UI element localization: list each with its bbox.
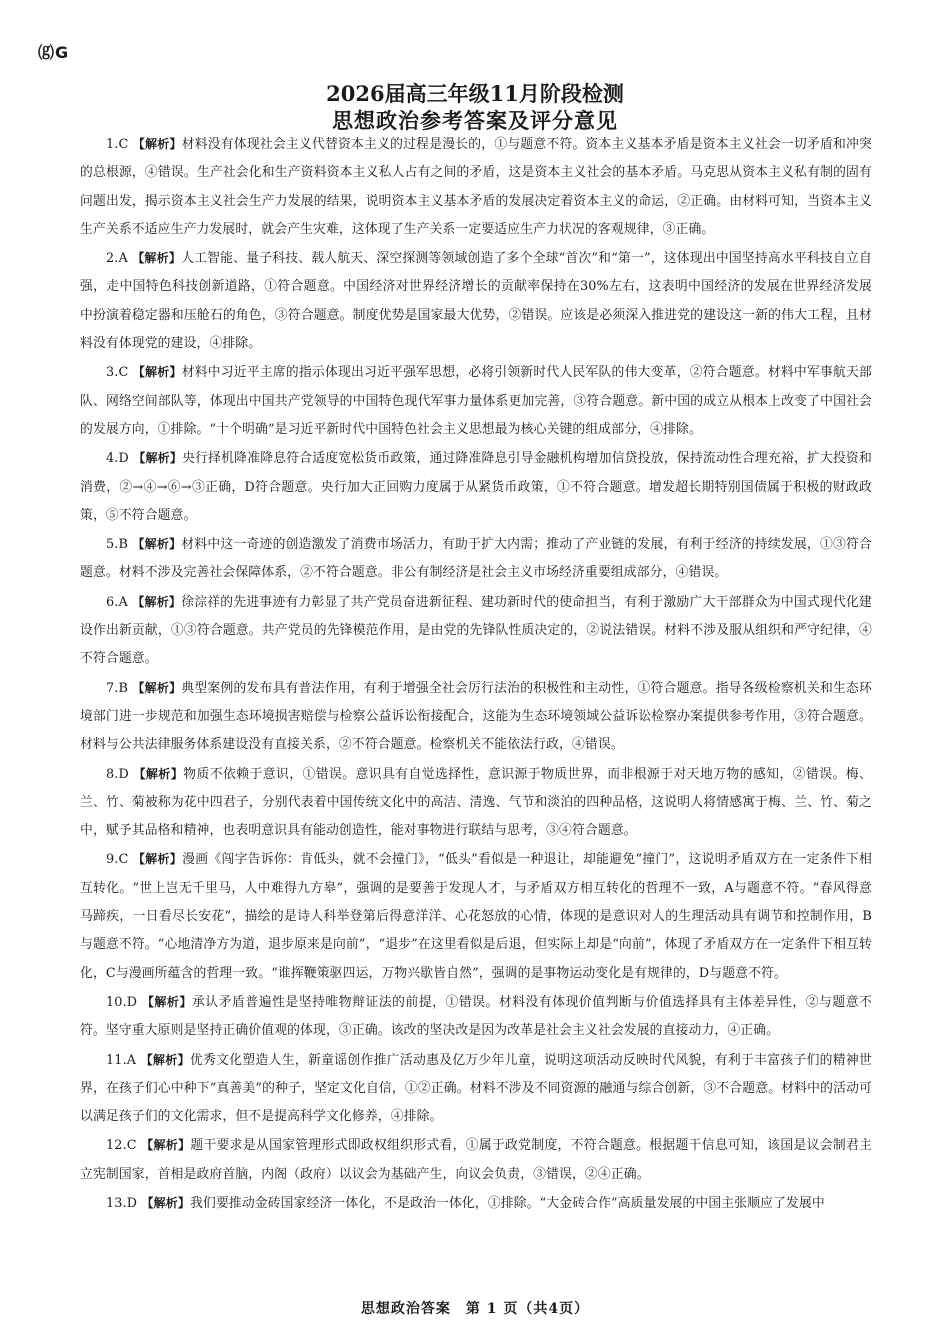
- answer-item: [80, 760, 872, 846]
- page-footer: 思想政治答案 第 1 页（共4页）: [360, 1301, 590, 1317]
- answer-number: 3.C: [106, 365, 129, 381]
- answer-number: 6.A: [106, 594, 128, 610]
- answer-item: [80, 1046, 872, 1132]
- answer-number: 12.C: [106, 1138, 137, 1154]
- answer-number: 10.D: [106, 994, 138, 1010]
- answer-item: [80, 358, 872, 444]
- answer-text: 优秀文化塑造人生，新童谣创作推广活动惠及亿万少年儿童，说明这项活动反映时代风貌，有利于丰富孩子们的精神世界，在孩子们心中种下“真善美”的种子，坚定文化自信，①②正确。材料不涉及不同资源的融通与综合创新，③不合题意。材料中的活动可以满足孩子们的文化需求，但不是提高科学文化修养，④排除。: [80, 1052, 872, 1125]
- analysis-tag: 【解析】: [132, 594, 182, 609]
- analysis-tag: 【解析】: [132, 365, 182, 380]
- answer-number: 8.D: [106, 766, 129, 782]
- analysis-tag: 【解析】: [132, 852, 183, 867]
- answer-item: [80, 988, 872, 1046]
- answer-item: [80, 444, 872, 530]
- answer-item: [80, 1189, 872, 1218]
- answer-text: 材料中这一奇迹的创造激发了消费市场活力，有助于扩大内需；推动了产业链的发展，有利于经济的持续发展，①③符合题意。材料不涉及完善社会保障体系，②不符合题意。非公有制经济是社会主义市场经济重要组成部分，④错误。: [80, 537, 873, 581]
- answer-item: [80, 1131, 872, 1189]
- analysis-tag: 【解析】: [141, 994, 193, 1009]
- answer-item: [80, 845, 872, 987]
- page-subtitle: 思想政治参考答案及评分意见: [332, 108, 618, 133]
- answer-text: 央行择机降准降息符合适度宽松货币政策，通过降准降息引导金融机构增加信贷投放，保持流动性合理充裕，扩大投资和消费，②→④→⑥→③正确，D符合题意。央行加大正回购力度属于从紧货币政策，①不符合题意。增发超长期特别国债属于积极的财政政策，⑤不符合题意。: [80, 451, 872, 523]
- analysis-tag: 【解析】: [132, 251, 182, 266]
- analysis-tag: 【解析】: [132, 137, 182, 151]
- answer-text: 承认矛盾普遍性是坚持唯物辩证法的前提，①错误。材料没有体现价值判断与价值选择具有主体差异性，②与题意不符。坚守重大原则是坚持正确价值观的体现，③正确。该改的坚决改是因为改革是社会主义社会发展的直接动力，④正确。: [80, 994, 873, 1039]
- answer-list: [80, 130, 872, 1218]
- answer-text: 物质不依赖于意识，①错误。意识具有自觉选择性，意识源于物质世界，而非根源于对天地万物的感知，②错误。梅、兰、竹、菊被称为花中四君子，分别代表着中国传统文化中的高洁、清逸、气节和淡泊的四种品格，这说明人将情感寓于梅、兰、竹、菊之中，赋予其品格和精神，也表明意识具有能动创造性，能对事物进行联结与思考，③④符合题意。: [80, 766, 873, 839]
- answer-item: [80, 674, 872, 760]
- analysis-tag: 【解析】: [132, 537, 182, 552]
- answer-number: 11.A: [106, 1052, 137, 1068]
- answer-item: [80, 588, 872, 674]
- answer-item: [80, 130, 872, 244]
- answer-text: 题干要求是从国家管理形式即政权组织形式看，①属于政党制度，不符合题意。根据题干信息可知，该国是议会制君主立宪制国家，首相是政府首脑，内阁（政府）以议会为基础产生，向议会负责，③错误，②④正确。: [80, 1138, 872, 1182]
- analysis-tag: 【解析】: [133, 451, 183, 466]
- answer-number: 5.B: [106, 537, 129, 553]
- analysis-tag: 【解析】: [141, 1138, 191, 1153]
- answer-text: 漫画《闯字告诉你：肯低头，就不会撞门》，“低头”看似是一种退让，却能避免“撞门”，这说明矛盾双方在一定条件下相互转化。“世上岂无千里马，人中难得九方皋”，强调的是要善于发现人才，与矛盾双方相互转化的哲理不一致，A与题意不符。“春风得意马蹄疾，一日看尽长安花”，描绘的是诗人科举登第后得意洋洋、心花怒放的心情，体现的是意识对人的生理活动具有调节和控制作用，B与题意不符。“心地清净方为道，退步原来是向前”，“退步”在这里看似是后退，但实际上却是“向前”，体现了矛盾双方在一定条件下相互转化，C与漫画所蕴含的哲理一致。“谁挥鞭策驱四运，万物兴歇皆自然”，强调的是事物运动变化是有规律的，D与题意不符。: [80, 852, 872, 981]
- analysis-tag: 【解析】: [132, 680, 182, 695]
- answer-number: 1.C: [106, 137, 129, 152]
- answer-text: 我们要推动金砖国家经济一体化，不是政治一体化，①排除。“大金砖合作”高质量发展的中国主张顺应了发展中: [190, 1195, 825, 1211]
- answer-number: 13.D: [106, 1195, 138, 1211]
- answer-text: 典型案例的发布具有普法作用，有利于增强全社会厉行法治的积极性和主动性，①符合题意。指导各级检察机关和生态环境部门进一步规范和加强生态环境损害赔偿与检察公益诉讼衔接配合，这能为生态环境领域公益诉讼检察办案提供参考作用，③符合题意。材料与公共法律服务体系建设没有直接关系，②不符合题意。检察机关不能依法行政，④错误。: [80, 680, 873, 753]
- answer-number: 4.D: [106, 451, 129, 467]
- analysis-tag: 【解析】: [133, 766, 184, 781]
- page-title: 2026届高三年级11月阶段检测: [326, 81, 624, 106]
- answer-text: 人工智能、量子科技、载人航天、深空探测等领域创造了多个全球“首次”和“第一”，这体现出中国坚持高水平科技自立自强，走中国特色科技创新道路，①符合题意。中国经济对世界经济增长的贡献率保持在30%左右，这表明中国经济的发展在世界经济发展中扮演着稳定器和压舱石的角色，③符合题意。制度优势是国家最大优势，②错误。应该是必须深入推进党的建设这一新的伟大工程，且材料没有体现党的建设，④排除。: [80, 251, 872, 352]
- answer-item: [80, 530, 872, 588]
- analysis-tag: 【解析】: [140, 1052, 190, 1067]
- answer-number: 2.A: [106, 251, 128, 267]
- analysis-tag: 【解析】: [141, 1195, 191, 1210]
- answer-item: [80, 244, 872, 358]
- answer-number: 7.B: [106, 680, 129, 696]
- corner-mark: ⒢G: [38, 43, 70, 62]
- answer-number: 9.C: [106, 852, 129, 868]
- answer-text: 徐淙祥的先进事迹有力彰显了共产党员奋进新征程、建功新时代的使命担当，有利于激励广大干部群众为中国式现代化建设作出新贡献，①③符合题意。共产党员的先锋模范作用，是由党的先锋队性质决定的，②说法错误。材料不涉及服从组织和严守纪律，④不符合题意。: [80, 594, 873, 667]
- answer-text: 材料中习近平主席的指示体现出习近平强军思想，必将引领新时代人民军队的伟大变革，②符合题意。材料中军事航天部队、网络空间部队等，体现出中国共产党领导的中国特色现代军事力量体系更加完善，③符合题意。新中国的成立从根本上改变了中国社会的发展方向，①排除。“十个明确”是习近平新时代中国特色社会主义思想最为核心关键的组成部分，④排除。: [80, 365, 873, 437]
- answer-text: 材料没有体现社会主义代替资本主义的过程是漫长的，①与题意不符。资本主义基本矛盾是资本主义社会一切矛盾和冲突的总根源，④错误。生产社会化和生产资料资本主义私人占有之间的矛盾，这是资本主义社会的基本矛盾。马克思从资本主义私有制的固有问题出发，揭示资本主义社会生产力发展的结果，说明资本主义基本矛盾的发展决定着资本主义的命运，②正确。由材料可知，当资本主义生产关系不适应生产力发展时，就会产生灾难，这体现了生产关系一定要适应生产力状况的客观规律，③正确。: [80, 137, 873, 237]
